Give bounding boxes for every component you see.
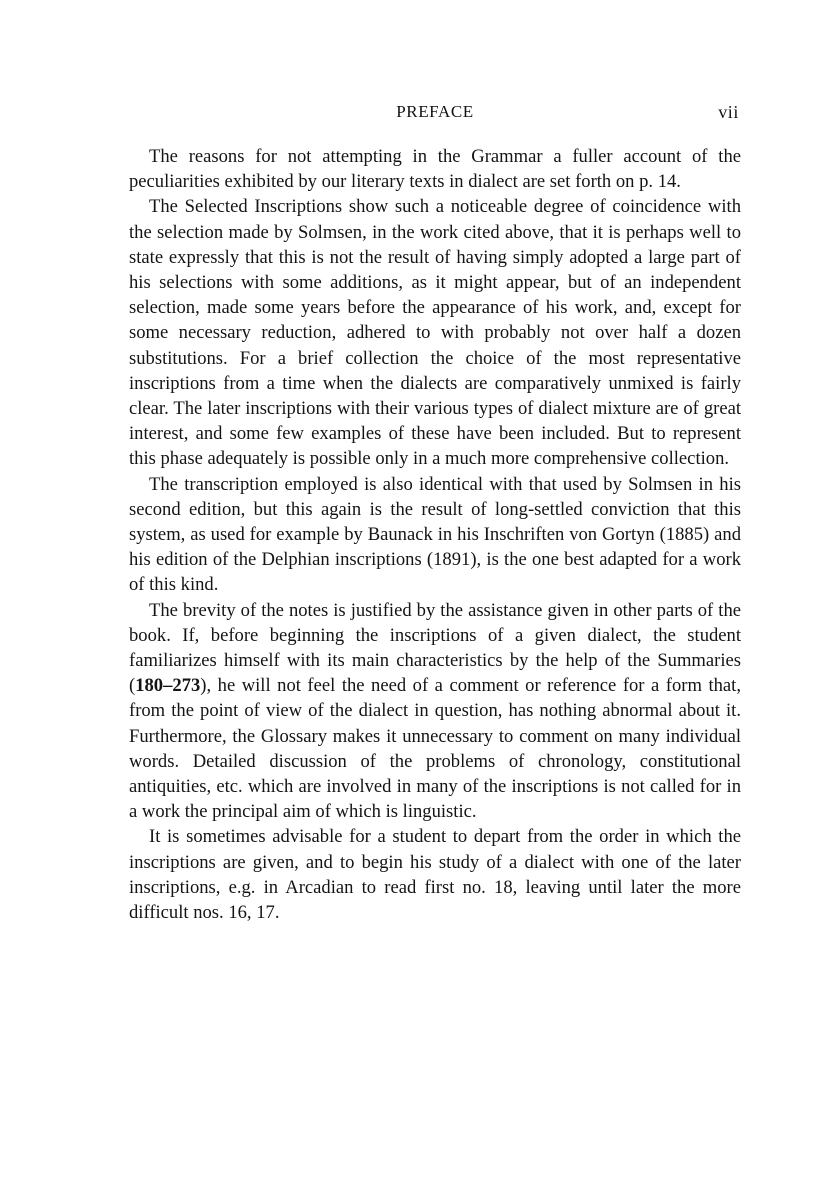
paragraph: The transcription employed is also identical with that used by Solmsen in his second edition, but this again is the result of long-settled conviction that this system, as used for example by Baunack in his Inschriften von Gortyn (1885) and his edition of the Delphian inscriptions (1891), is the one best adapted for a work of this kind. bbox=[129, 473, 741, 596]
running-header bbox=[129, 98, 741, 130]
paragraph-text: The brevity of the notes is justified by the assistance given in other parts of the book. If, before beginning the inscriptions of a given dialect, the student familiarizes himself with its main characteristics by the help of the Summaries ( bbox=[129, 599, 741, 697]
page-number: vii bbox=[718, 102, 739, 122]
book-page bbox=[129, 98, 741, 925]
paragraph: The reasons for not attempting in the Grammar a fuller account of the peculiarities exhibited by our literary texts in dialect are set forth on p. 14. bbox=[129, 146, 741, 193]
paragraph bbox=[129, 598, 741, 825]
paragraph-text: ), he will not feel the need of a comment or reference for a form that, from the point of view of the dialect in question, has nothing abnormal about it. Furthermore, the Glossary makes it unnecessary to comment on many individual words. Detailed discussion of the problems of chronology, constitutional antiquities, etc. which are involved in many of the inscriptions is not called for in a work the principal aim of which is linguistic. bbox=[129, 675, 741, 823]
paragraph: It is sometimes advisable for a student to depart from the order in which the inscriptions are given, and to begin his study of a dialect with one of the later inscriptions, e.g. in Arcadian to read first no. 18, leaving until later the more difficult nos. 16, 17. bbox=[129, 826, 741, 924]
section-reference: 180–273 bbox=[135, 675, 201, 697]
body-text bbox=[129, 144, 741, 925]
running-title: PREFACE bbox=[396, 102, 474, 121]
paragraph: The Selected Inscriptions show such a noticeable degree of coincidence with the selection made by Solmsen, in the work cited above, that it is perhaps well to state expressly that this is not the result of having simply adopted a large part of his selections with some additions, as it might appear, but of an independent selection, made some years before the appearance of his work, and, except for some necessary reduction, adhered to with probably not over half a dozen substitutions. For a brief collection the choice of the most representative inscriptions from a time when the dialects are comparatively unmixed is fairly clear. The later inscriptions with their various types of dialect mixture are of great interest, and some few examples of these have been included. But to represent this phase adequately is possible only in a much more comprehensive collection. bbox=[129, 196, 741, 470]
